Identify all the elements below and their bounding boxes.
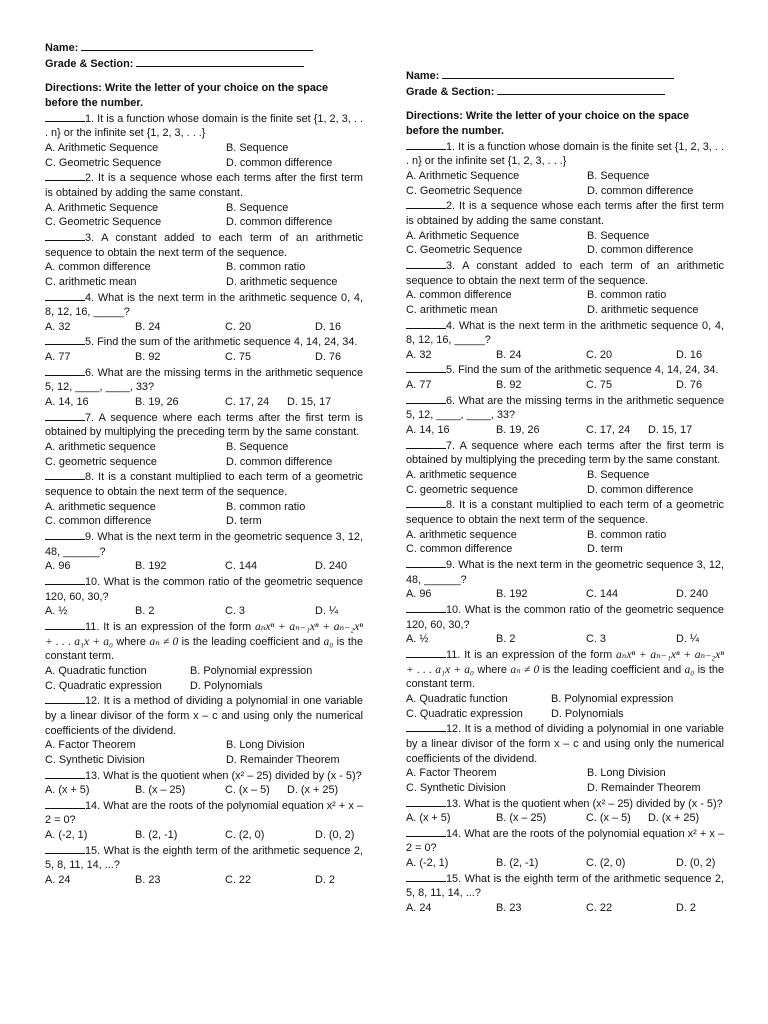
question-9: 9. What is the next term in the geometric sequence 3, 12, 48, ______?	[406, 559, 724, 586]
options-8b: C. common difference D. term	[45, 515, 262, 528]
name-label: Name:	[45, 42, 79, 54]
options-12: A. Factor Theorem B. Long Division	[406, 767, 666, 780]
question-12: 12. It is a method of dividing a polynomial in one variable by a linear divisor of the form x – c and using only the numerical coefficients of the dividend.	[406, 723, 724, 765]
options-7: A. arithmetic sequence B. Sequence	[45, 441, 289, 454]
grade-line	[497, 84, 665, 95]
grade-label: Grade & Section:	[45, 57, 134, 70]
answer-blank	[406, 362, 446, 373]
options-8: A. arithmetic sequence B. common ratio	[45, 500, 306, 513]
question-14: 14. What are the roots of the polynomial equation x² + x – 2 = 0?	[45, 799, 364, 827]
answer-blank	[45, 768, 85, 779]
answer-blank	[406, 871, 446, 882]
name-label: Name:	[406, 70, 440, 82]
options-5: A. 77 B. 92 C. 75 D. 76	[406, 379, 703, 392]
answer-blank	[406, 602, 446, 613]
leading-coefficient-condition: aₙ ≠ 0	[149, 635, 179, 648]
options-2: A. Arithmetic Sequence B. Sequence	[406, 229, 650, 242]
answer-blank	[45, 334, 85, 345]
options-1b: C. Geometric Sequence D. common difference	[406, 184, 694, 197]
options-15: A. 24 B. 23 C. 22 D. 2	[406, 902, 696, 915]
options-5: A. 77 B. 92 C. 75 D. 76	[45, 351, 342, 364]
question-3: 3. A constant added to each term of an arithmetic sequence to obtain the next term of the sequence.	[45, 231, 363, 259]
question-10: 10. What is the common ratio of the geometric sequence 120, 60, 30,?	[45, 575, 363, 603]
options-10: A. ½ B. 2 C. 3 D. ¼	[406, 633, 699, 646]
answer-blank	[406, 557, 446, 568]
options-7: A. arithmetic sequence B. Sequence	[406, 469, 650, 482]
answer-blank	[406, 198, 446, 209]
question-2: 2. It is a sequence whose each terms after the first term is obtained by adding the same constant.	[45, 172, 363, 199]
question-6: 6. What are the missing terms in the arithmetic sequence 5, 12, ____, ____, 33?	[45, 366, 364, 394]
answer-blank	[45, 843, 85, 854]
worksheet-copy-left	[45, 40, 363, 888]
question-4: 4. What is the next term in the arithmetic sequence 0, 4, 8, 12, 16, _____?	[45, 291, 363, 319]
answer-blank	[45, 529, 85, 540]
answer-blank	[406, 438, 446, 449]
name-line	[442, 68, 674, 79]
directions: Directions: Write the letter of your choice on the space before the number.	[45, 82, 329, 109]
question-8: 8. It is a constant multiplied to each term of a geometric sequence to obtain the next term of the sequence.	[45, 471, 363, 499]
question-6: 6. What are the missing terms in the arithmetic sequence 5, 12, ____, ____, 33?	[406, 394, 725, 422]
question-15: 15. What is the eighth term of the arithmetic sequence 2, 5, 8, 11, 14, ...?	[406, 872, 724, 900]
answer-blank	[406, 393, 446, 404]
question-7: 7. A sequence where each terms after the first term is obtained by multiplying the preceding term by the same constant.	[45, 411, 363, 439]
answer-blank	[406, 647, 446, 658]
options-1: A. Arithmetic Sequence B. Sequence	[45, 141, 289, 154]
answer-blank	[406, 258, 446, 269]
question-11: 11. It is an expression of the form aₙxⁿ + aₙ₋₁xⁿ + aₙ₋₂xⁿ + . . . a₁x + a₀ where aₙ ≠ 0 is the leading coefficient and a₀ is the constant term.	[406, 648, 724, 691]
leading-coefficient-condition: aₙ ≠ 0	[510, 663, 540, 676]
directions: Directions: Write the letter of your choice on the space before the number.	[406, 110, 690, 137]
grade-line	[136, 56, 304, 67]
options-3: A. common difference B. common ratio	[406, 289, 667, 302]
answer-blank	[406, 497, 446, 508]
question-9: 9. What is the next term in the geometric sequence 3, 12, 48, ______?	[45, 531, 363, 558]
answer-blank	[45, 365, 85, 376]
polynomial-formula: aₙxⁿ + aₙ₋₁xⁿ + aₙ₋₂xⁿ + . . . a₁x + a₀	[45, 620, 363, 648]
question-11: 11. It is an expression of the form aₙxⁿ + aₙ₋₁xⁿ + aₙ₋₂xⁿ + . . . a₁x + a₀ where aₙ ≠ 0 is the leading coefficient and a₀ is the constant term.	[45, 620, 363, 663]
answer-blank	[45, 410, 85, 421]
question-12: 12. It is a method of dividing a polynomial in one variable by a linear divisor of the form x – c and using only the numerical coefficients of the dividend.	[45, 695, 363, 737]
answer-blank	[406, 721, 446, 732]
answer-blank	[45, 574, 85, 585]
answer-blank	[406, 318, 446, 329]
answer-blank	[45, 798, 85, 809]
question-7: 7. A sequence where each terms after the first term is obtained by multiplying the preceding term by the same constant.	[406, 439, 724, 467]
constant-term-symbol: a₀	[323, 635, 334, 648]
constant-term-symbol: a₀	[684, 663, 695, 676]
answer-blank	[45, 170, 85, 181]
question-1: 1. It is a function whose domain is the finite set {1, 2, 3, . . . n} or the infinite set {1, 2, 3, . . .}	[45, 112, 363, 140]
options-9: A. 96 B. 192 C. 144 D. 240	[45, 560, 348, 573]
answer-blank	[45, 111, 85, 122]
options-14: A. (-2, 1) B. (2, -1) C. (2, 0) D. (0, 2)	[406, 857, 716, 870]
grade-row	[45, 56, 363, 72]
question-15: 15. What is the eighth term of the arithmetic sequence 2, 5, 8, 11, 14, ...?	[45, 844, 363, 872]
answer-blank	[406, 796, 446, 807]
options-10: A. ½ B. 2 C. 3 D. ¼	[45, 605, 338, 618]
options-8: A. arithmetic sequence B. common ratio	[406, 528, 667, 541]
question-13: 13. What is the quotient when (x² – 25) divided by (x - 5)?	[406, 796, 724, 812]
options-11: A. Quadratic function B. Polynomial expression	[45, 664, 313, 677]
options-11b: C. Quadratic expression D. Polynomials	[45, 679, 263, 692]
options-3: A. common difference B. common ratio	[45, 261, 306, 274]
options-3b: C. arithmetic mean D. arithmetic sequence	[45, 275, 338, 288]
worksheet-copy-right	[406, 68, 724, 916]
options-14: A. (-2, 1) B. (2, -1) C. (2, 0) D. (0, 2)	[45, 829, 355, 842]
question-14: 14. What are the roots of the polynomial equation x² + x – 2 = 0?	[406, 827, 725, 855]
options-2b: C. Geometric Sequence D. common difference	[45, 216, 333, 229]
polynomial-formula: aₙxⁿ + aₙ₋₁xⁿ + aₙ₋₂xⁿ + . . . a₁x + a₀	[406, 648, 724, 676]
name-row	[45, 40, 363, 56]
options-6: A. 14, 16 B. 19, 26 C. 17, 24 D. 15, 17	[406, 424, 693, 437]
options-8b: C. common difference D. term	[406, 543, 623, 556]
options-3b: C. arithmetic mean D. arithmetic sequence	[406, 303, 699, 316]
options-12: A. Factor Theorem B. Long Division	[45, 739, 305, 752]
options-1: A. Arithmetic Sequence B. Sequence	[406, 169, 650, 182]
options-12b: C. Synthetic Division D. Remainder Theorem	[45, 753, 340, 766]
question-5: 5. Find the sum of the arithmetic sequence 4, 14, 24, 34.	[45, 334, 363, 350]
question-13: 13. What is the quotient when (x² – 25) divided by (x - 5)?	[45, 768, 363, 784]
options-11b: C. Quadratic expression D. Polynomials	[406, 707, 624, 720]
options-7b: C. geometric sequence D. common difference	[45, 455, 333, 468]
question-3: 3. A constant added to each term of an arithmetic sequence to obtain the next term of the sequence.	[406, 259, 724, 287]
options-11: A. Quadratic function B. Polynomial expression	[406, 692, 674, 705]
answer-blank	[45, 693, 85, 704]
question-8: 8. It is a constant multiplied to each term of a geometric sequence to obtain the next term of the sequence.	[406, 499, 724, 527]
answer-blank	[45, 619, 85, 630]
options-4: A. 32 B. 24 C. 20 D. 16	[406, 348, 703, 361]
answer-blank	[406, 139, 446, 150]
options-13: A. (x + 5) B. (x – 25) C. (x – 5) D. (x + 25)	[406, 812, 700, 825]
question-5: 5. Find the sum of the arithmetic sequence 4, 14, 24, 34.	[406, 362, 724, 378]
options-13: A. (x + 5) B. (x – 25) C. (x – 5) D. (x + 25)	[45, 784, 339, 797]
answer-blank	[45, 469, 85, 480]
options-15: A. 24 B. 23 C. 22 D. 2	[45, 874, 335, 887]
answer-blank	[45, 230, 85, 241]
options-6: A. 14, 16 B. 19, 26 C. 17, 24 D. 15, 17	[45, 396, 332, 409]
question-4: 4. What is the next term in the arithmetic sequence 0, 4, 8, 12, 16, _____?	[406, 319, 724, 347]
options-7b: C. geometric sequence D. common difference	[406, 483, 694, 496]
grade-label: Grade & Section:	[406, 85, 495, 98]
question-10: 10. What is the common ratio of the geometric sequence 120, 60, 30,?	[406, 603, 724, 631]
answer-blank	[406, 826, 446, 837]
grade-row	[406, 84, 724, 100]
answer-blank	[45, 290, 85, 301]
options-12b: C. Synthetic Division D. Remainder Theorem	[406, 781, 701, 794]
options-9: A. 96 B. 192 C. 144 D. 240	[406, 588, 709, 601]
options-1b: C. Geometric Sequence D. common difference	[45, 156, 333, 169]
name-line	[81, 40, 313, 51]
options-2: A. Arithmetic Sequence B. Sequence	[45, 201, 289, 214]
question-1: 1. It is a function whose domain is the finite set {1, 2, 3, . . . n} or the infinite set {1, 2, 3, . . .}	[406, 140, 724, 168]
options-4: A. 32 B. 24 C. 20 D. 16	[45, 320, 342, 333]
options-2b: C. Geometric Sequence D. common difference	[406, 244, 694, 257]
name-row	[406, 68, 724, 84]
question-2: 2. It is a sequence whose each terms after the first term is obtained by adding the same constant.	[406, 200, 724, 227]
